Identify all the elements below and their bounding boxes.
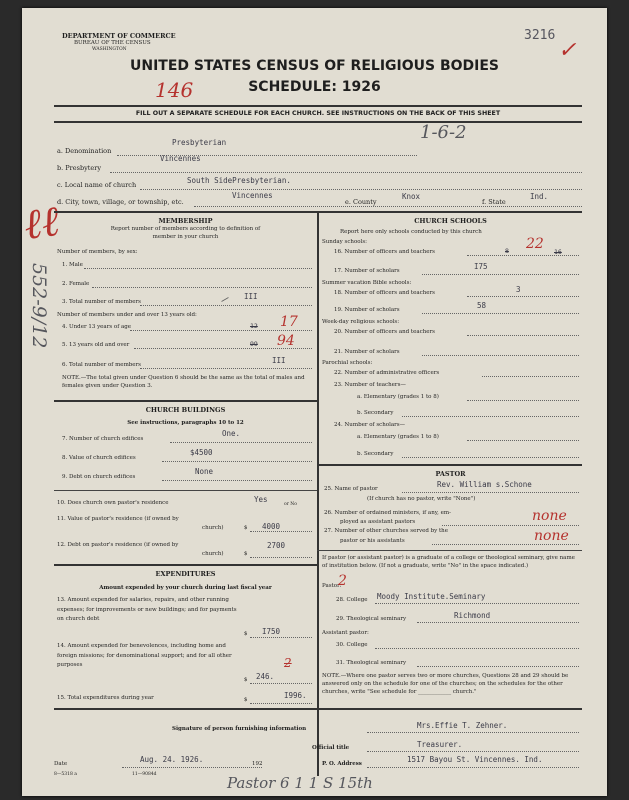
pencil-bottom-note: Pastor 6 1 1 S 15th (227, 774, 373, 792)
q23a-label: a. Elementary (grades 1 to 8) (357, 394, 439, 400)
q19-value: 58 (477, 301, 487, 310)
q30-label: 30. College (336, 642, 368, 648)
q24b-label: b. Secondary (357, 451, 394, 457)
pastor-note: NOTE.—Where one pastor serves two or more churches, Questions 28 and 29 should be answered only on the schedule for one of the churches; on the schedules for the other churches, write "See schedule for ____________ church." (322, 673, 569, 695)
date-label: Date (54, 761, 68, 767)
q15-label: 15. Total expenditures during year (57, 695, 154, 701)
q12-dollar: $ (244, 551, 248, 557)
q25-note: (If church has no pastor, write "None") (367, 496, 476, 502)
membership-intro-1: Report number of members according to definition of (110, 226, 261, 232)
margin-note: 552-9/12 (28, 263, 50, 349)
q20-label: 20. Number of officers and teachers (334, 329, 435, 335)
q26-label-2: ployed as assistant pastors (340, 519, 416, 525)
county-label: e. County (345, 198, 377, 206)
q5-label: 5. 13 years old and over (62, 342, 130, 348)
q17-label: 17. Number of scholars (334, 268, 400, 274)
presbytery-value: Vincennes (160, 154, 201, 163)
q26-hand-value: none (532, 508, 567, 524)
red-margin-mark: ℓℓ (20, 195, 63, 250)
q12-label-2: church) (202, 551, 224, 557)
q9-label: 9. Debt on church edifices (62, 474, 136, 480)
q14-value: 246. (256, 672, 275, 681)
q3-value: III (244, 292, 258, 301)
po-address-value: 1517 Bayou St. Vincennes. Ind. (407, 755, 543, 764)
form-number-2: 11—9084d (132, 772, 157, 777)
q8-value: $4500 (190, 448, 213, 457)
q24a-label: a. Elementary (grades 1 to 8) (357, 434, 439, 440)
q10-value: Yes (254, 495, 268, 504)
q5-hand-value: 94 (277, 333, 295, 349)
q29-value: Richmond (454, 611, 491, 620)
q21-label: 21. Number of scholars (334, 349, 400, 355)
pastor-heading: PASTOR (435, 470, 466, 478)
red-check-mark: ✓ (558, 38, 577, 63)
dept-label: DEPARTMENT OF COMMERCE (62, 32, 176, 40)
q11-label-2: church) (202, 525, 224, 531)
q7-value: One. (222, 429, 241, 438)
membership-heading: MEMBERSHIP (158, 217, 213, 225)
year-suffix: 192 (252, 761, 263, 767)
members-by-sex-label: Number of members, by sex: (57, 249, 138, 255)
census-schedule-sheet (22, 8, 607, 796)
q27-label-1: 27. Number of other churches served by the (324, 528, 448, 534)
q22-label: 22. Number of administrative officers (334, 370, 440, 376)
q8-label: 8. Value of church edifices (62, 455, 136, 461)
church-name-value: South SidePresbyterian. (187, 176, 291, 185)
q11-label-1: 11. Value of pastor's residence (if owned by (57, 516, 179, 522)
q27-label-2: pastor or his assistants (340, 538, 405, 544)
county-value: Knox (402, 192, 421, 201)
place-label: WASHINGTON (92, 47, 127, 52)
q29-label: 29. Theological seminary (336, 616, 407, 622)
expenditures-heading: EXPENDITURES (155, 570, 216, 578)
q16-hand-value: 22 (526, 236, 544, 252)
q6-label: 6. Total number of members (62, 362, 142, 368)
q19-label: 19. Number of scholars (334, 307, 400, 313)
date-value: Aug. 24. 1926. (140, 755, 204, 764)
q16-strike: 16 (554, 248, 562, 256)
q31-label: 31. Theological seminary (336, 660, 407, 666)
q13-value: I750 (262, 627, 281, 636)
instruction-banner: FILL OUT A SEPARATE SCHEDULE FOR EACH CHURCH. SEE INSTRUCTIONS ON THE BACK OF THIS SHEET (135, 110, 501, 117)
age-intro: Number of members under and over 13 years old: (57, 312, 197, 318)
page-title: UNITED STATES CENSUS OF RELIGIOUS BODIES (129, 58, 500, 74)
q23-label: 23. Number of teachers— (334, 382, 406, 388)
q16-label: 16. Number of officers and teachers (334, 249, 435, 255)
official-title-value: Treasurer. (417, 740, 463, 749)
q12-value: 2700 (267, 541, 286, 550)
q7-label: 7. Number of church edifices (62, 436, 144, 442)
document-number: 3216 (524, 28, 556, 43)
pastor-sub-label: Pastor: (322, 583, 342, 589)
summer-label: Summer vacation Bible schools: (322, 280, 412, 286)
q10-label: 10. Does church own pastor's residence (57, 500, 169, 506)
q27-hand-value: none (534, 528, 569, 544)
q6-value: III (272, 356, 286, 365)
buildings-sub: See instructions, paragraphs 10 to 12 (127, 420, 244, 426)
official-title-label: Official title (312, 745, 350, 751)
signature-value: Mrs.Effie T. Zehner. (417, 721, 508, 730)
q15-value: I996. (284, 691, 307, 700)
hand-code: 1-6-2 (420, 122, 467, 143)
weekday-label: Week-day religious schools: (322, 319, 400, 325)
q17-value: I75 (474, 262, 488, 271)
q24-label: 24. Number of scholars— (334, 422, 406, 428)
state-label: f. State (482, 198, 506, 206)
buildings-heading: CHURCH BUILDINGS (145, 406, 226, 414)
q14-label: 14. Amount expended for benevolences, including home and foreign missions; for denominational support; and for all other purposes (57, 643, 232, 668)
q5-value: 99 (250, 340, 258, 348)
schools-heading: CHURCH SCHOOLS (414, 217, 487, 225)
city-value: Vincennes (232, 191, 273, 200)
q28-value: Moody Institute.Seminary (377, 592, 486, 601)
q3-label: 3. Total number of members (62, 299, 142, 305)
q26-label-1: 26. Number of ordained ministers, if any, em- (324, 510, 451, 516)
q1-label: 1. Male (62, 262, 83, 268)
q2-label: 2. Female (62, 281, 90, 287)
membership-note: NOTE.—The total given under Question 6 should be the same as the total of males and females given under Question 3. (62, 375, 305, 389)
q13-label: 13. Amount expended for salaries, repairs, and other running expenses; for improvements or new buildings; and for payments on church debt (57, 597, 237, 622)
denomination-value: Presbyterian (172, 138, 227, 147)
q11-dollar: $ (244, 525, 248, 531)
q4-hand-value: 17 (280, 314, 298, 330)
assistant-label: Assistant pastor: (322, 630, 369, 636)
q11-value: 4000 (262, 522, 281, 531)
q25-label: 25. Name of pastor (324, 486, 378, 492)
city-label: d. City, town, village, or township, etc. (57, 198, 184, 206)
q14-hand-mark: 2 (284, 656, 292, 670)
schedule-title: SCHEDULE: 1926 (248, 79, 381, 95)
q12-label-1: 12. Debt on pastor's residence (if owned by (57, 542, 179, 548)
graduate-intro: If pastor (or assistant pastor) is a graduate of a college or theological seminary, give name of institution below. (If not a graduate, write "No" in the space indicated.) (322, 555, 575, 569)
q4-label: 4. Under 13 years of age (62, 324, 132, 330)
q10-options: or No (284, 502, 297, 507)
po-address-label: P. O. Address (322, 761, 362, 767)
q15-dollar: $ (244, 697, 248, 703)
form-number: 8—5318 a (54, 772, 77, 777)
denomination-label: a. Denomination (57, 147, 112, 155)
q16-value: 8 (505, 247, 509, 255)
sunday-label: Sunday schools: (322, 239, 368, 245)
bureau-label: BUREAU OF THE CENSUS (74, 40, 151, 46)
q28-label: 28. College (336, 597, 368, 603)
signature-label: Signature of person furnishing information (172, 726, 307, 732)
expenditures-sub: Amount expended by your church during last fiscal year (99, 585, 272, 591)
q4-value: 12 (250, 322, 258, 330)
q18-label: 18. Number of officers and teachers (334, 290, 435, 296)
membership-intro-2: member in your church (152, 234, 219, 240)
hand-number: 146 (155, 78, 194, 102)
schools-intro: Report here only schools conducted by this church (340, 229, 482, 235)
church-name-label: c. Local name of church (57, 181, 137, 189)
q14-dollar: $ (244, 677, 248, 683)
q23b-label: b. Secondary (357, 410, 394, 416)
parochial-label: Parochial schools: (322, 360, 373, 366)
q18-value: 3 (516, 285, 521, 294)
q25-value: Rev. William s.Schone (437, 480, 532, 489)
pastor-hand-mark: 2 (338, 573, 347, 589)
state-value: Ind. (530, 192, 549, 201)
q9-value: None (195, 467, 214, 476)
q13-dollar: $ (244, 631, 248, 637)
presbytery-label: b. Presbytery (57, 164, 102, 172)
